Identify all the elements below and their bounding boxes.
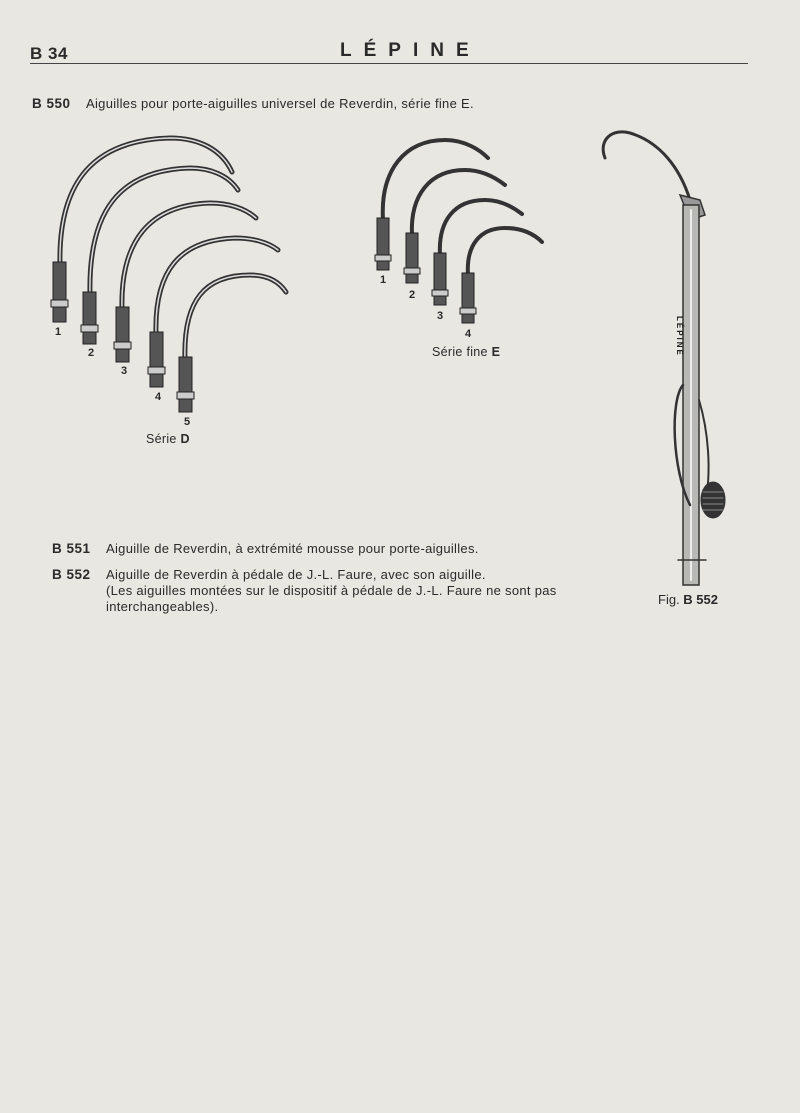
item-note-b552-line2: interchangeables). (106, 599, 219, 614)
figure-caption-code: B 552 (683, 592, 718, 607)
figure-caption (658, 592, 718, 607)
page-title: LÉPINE (340, 40, 481, 61)
serie-d-number-4: 4 (155, 391, 162, 403)
serie-d-label: Série (146, 432, 177, 446)
item-text-b550: Aiguilles pour porte-aiguilles universel de Reverdin, série fine E. (86, 96, 474, 111)
figure-caption-prefix: Fig. (658, 592, 680, 607)
serie-e-number-4: 4 (465, 328, 472, 340)
serie-e-needle-2 (404, 170, 505, 283)
serie-e-needle-3 (432, 200, 522, 305)
item-text-b552: Aiguille de Reverdin à pédale de J.-L. Faure, avec son aiguille. (106, 567, 486, 582)
serie-e-caption (432, 345, 500, 359)
instrument-engraving: LÉPINE (675, 316, 684, 357)
serie-e-number-3: 3 (437, 310, 444, 322)
serie-e-label: Série fine (432, 345, 488, 359)
serie-d-caption (146, 432, 190, 446)
serie-d-number-3: 3 (121, 365, 128, 377)
serie-e-number-1: 1 (380, 274, 387, 286)
item-text-b551: Aiguille de Reverdin, à extrémité mousse pour porte-aiguilles. (106, 541, 479, 556)
item-note-b552-line1: (Les aiguilles montées sur le dispositif à pédale de J.-L. Faure ne sont pas (106, 583, 557, 598)
serie-d-number-2: 2 (88, 347, 95, 359)
serie-d-letter: D (180, 432, 190, 446)
serie-e-needle-4 (460, 228, 542, 323)
serie-d-number-5: 5 (184, 416, 191, 428)
serie-e-needles (375, 140, 542, 323)
item-code-b550: B 550 (32, 96, 71, 111)
page-code: B 34 (30, 44, 68, 63)
item-code-b551: B 551 (52, 541, 91, 556)
serie-e-letter: E (491, 345, 501, 359)
serie-e-number-2: 2 (409, 289, 416, 301)
serie-d-needle-2 (81, 168, 238, 344)
serie-d-needle-4 (148, 238, 278, 387)
reverdin-pedal-instrument (603, 132, 725, 585)
serie-d-needles (51, 138, 286, 412)
item-code-b552: B 552 (52, 567, 91, 582)
serie-d-needle-5 (177, 275, 286, 412)
serie-d-number-1: 1 (55, 326, 62, 338)
